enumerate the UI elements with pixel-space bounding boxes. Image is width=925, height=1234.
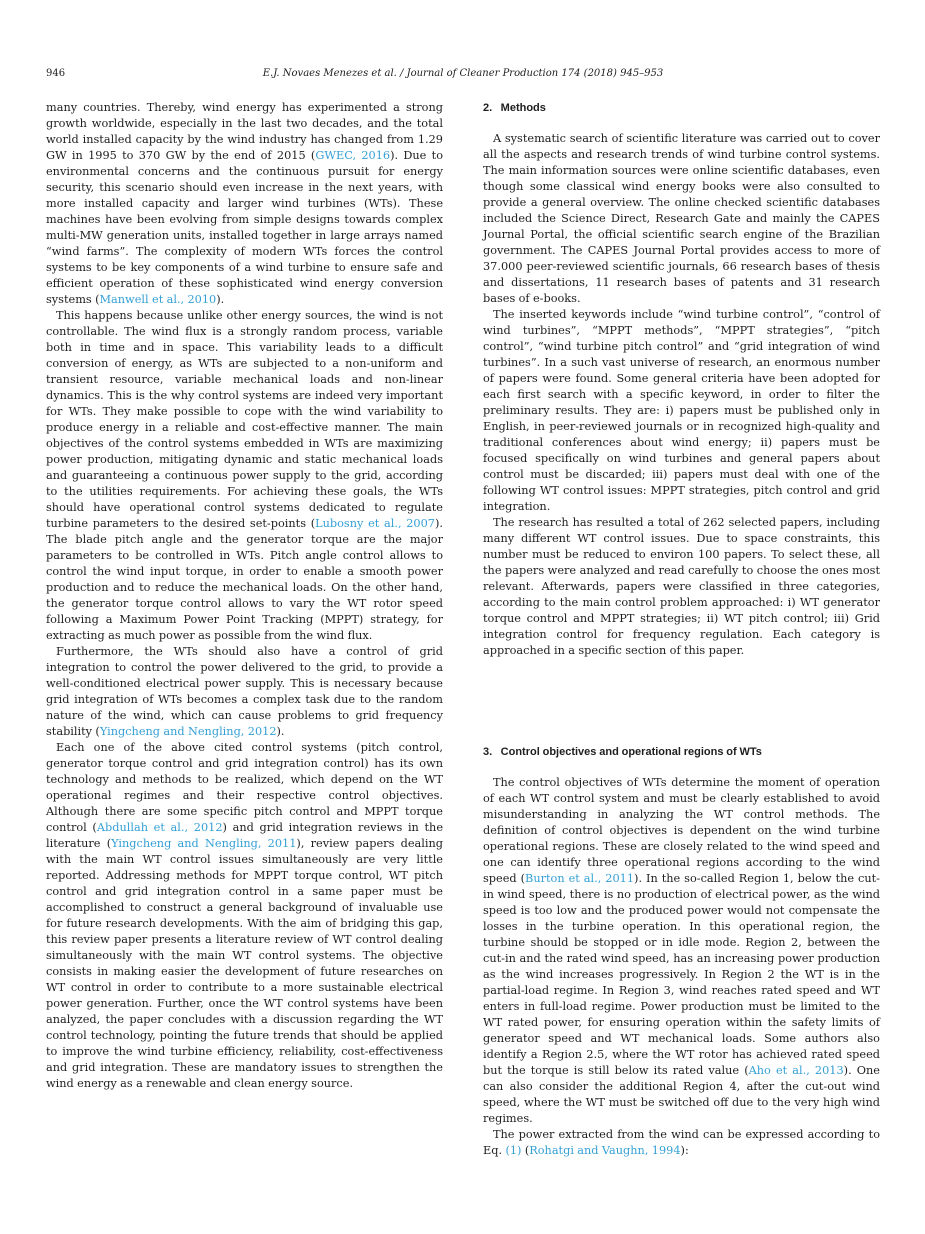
- citation-link[interactable]: Burton et al., 2011: [525, 872, 635, 885]
- citation-link[interactable]: Aho et al., 2013: [748, 1064, 844, 1077]
- citation-link[interactable]: Rohatgi and Vaughn, 1994: [529, 1144, 681, 1157]
- citation-link[interactable]: (1): [505, 1144, 522, 1157]
- section-methods: [483, 100, 880, 659]
- citation-link[interactable]: Abdullah et al., 2012: [96, 821, 223, 834]
- paragraph: The control objectives of WTs determine the moment of operation of each WT control system and must be clearly established to avoid misunderstanding in analyzing the WT control methods. The definition of control objectives is dependent on the wind turbine operational regions. These are closely related to the wind speed and one can identify three operational regions according to the wind speed (Burton et al., 2011). In the so-called Region 1, below the cut-in wind speed, there is no production of electrical power, as the wind speed is too low and the produced power would not compensate the losses in the turbine operation. In this operational region, the turbine should be stopped or in idle mode. Region 2, between the cut-in and the rated wind speed, has an increasing power production as the wind increases progressively. In Region 2 the WT is in the partial-load regime. In Region 3, wind reaches rated speed and WT enters in full-load regime. Power production must be limited to the WT rated power, for ensuring operation within the safety limits of generator speed and WT mechanical loads. Some authors also identify a Region 2.5, where the WT rotor has achieved rated speed but the torque is still below its rated value (Aho et al., 2013). One can also consider the additional Region 4, after the cut-out wind speed, where the WT must be switched off due to the very high wind regimes.: [483, 776, 880, 1125]
- running-head-title: E.J. Novaes Menezes et al. / Journal of Cleaner Production 174 (2018) 945–953: [262, 68, 664, 79]
- paragraph: The inserted keywords include “wind turbine control”, “control of wind turbines”, “MPPT methods”, “MPPT strategies”, “pitch control”, “wind turbine pitch control” and “grid integration of wind turbines”. In a such vast universe of research, an enormous number of papers were found. Some general criteria have been adopted for each first search with a specific keyword, in order to filter the preliminary results. They are: i) papers must be published only in English, in peer-reviewed journals or in recognized high-quality and traditional conferences about wind energy; ii) papers must be focused specifically on wind turbines and general papers about control must be discarded; iii) papers must deal with one of the following WT control issues: MPPT strategies, pitch control and grid integration.: [483, 308, 880, 513]
- section-control-objectives: [483, 744, 880, 1159]
- paragraph: This happens because unlike other energy sources, the wind is not controllable. The wind flux is a strongly random process, variable both in time and in space. This variability leads to a difficult conversion of energy, as WTs are subjected to a non-uniform and transient resource, variable mechanical loads and non-linear dynamics. This is the why control systems are indeed very important for WTs. They make possible to cope with the wind variability to produce energy in a reliable and cost-effective manner. The main objectives of the control systems embedded in WTs are maximizing power production, mitigating dynamic and static mechanical loads and guaranteeing a continuous power supply to the grid, according to the utilities requirements. For achieving these goals, the WTs should have operational control systems dedicated to regulate turbine parameters to the desired set-points (Lubosny et al., 2007). The blade pitch angle and the generator torque are the major parameters to be controlled in WTs. Pitch angle control allows to control the wind input torque, in order to enable a smooth power production and to reduce the mechanical loads. On the other hand, the generator torque control allows to vary the WT rotor speed following a Maximum Power Point Tracking (MPPT) strategy, for extracting as much power as possible from the wind flux.: [46, 309, 443, 642]
- paragraph: Each one of the above cited control systems (pitch control, generator torque control and grid integration control) has its own technology and methods to be realized, which depend on the WT operational regimes and their respective control objectives. Although there are some specific pitch control and MPPT torque control (Abdullah et al., 2012) and grid integration reviews in the literature (Yingcheng and Nengling, 2011), review papers dealing with the main WT control issues simultaneously are very little reported. Addressing methods for MPPT torque control, WT pitch control and grid integration control in a same paper must be accomplished to construct a general background of invaluable use for future research developments. With the aim of bridging this gap, this review paper presents a literature review of WT control dealing simultaneously with the main WT control systems. The objective consists in making easier the development of future researches on WT control in order to contribute to a more sustainable electrical power generation. Further, once the WT control systems have been analyzed, the paper concludes with a discussion regarding the WT control technology, pointing the future trends that should be applied to improve the wind turbine efficiency, reliability, cost-effectiveness and grid integration. These are mandatory issues to strengthen the wind energy as a renewable and clean energy source.: [46, 741, 444, 1090]
- citation-link[interactable]: Manwell et al., 2010: [99, 293, 217, 306]
- page-number: 946: [46, 68, 66, 79]
- citation-link[interactable]: GWEC, 2016: [315, 149, 391, 162]
- paragraph: The research has resulted a total of 262 selected papers, including many different WT control issues. Due to space constraints, this number must be reduced to environ 100 papers. To select these, all the papers were analyzed and read carefully to choose the ones most relevant. Afterwards, papers were classified in three categories, according to the main control problem approached: i) WT generator torque control and MPPT strategies; ii) WT pitch control; iii) Grid integration control for frequency regulation. Each category is approached in a specific section of this paper.: [483, 516, 880, 657]
- section-heading: 2. Methods: [483, 102, 546, 114]
- left-column: [46, 100, 443, 1092]
- paragraph: many countries. Thereby, wind energy has experimented a strong growth worldwide, especially in the last two decades, and the total world installed capacity by the wind industry has changed from 1.29 GW in 1995 to 370 GW by the end of 2015 (GWEC, 2016). Due to environmental concerns and the continuous pursuit for energy security, this scenario should even increase in the next years, with more installed capacity and larger wind turbines (WTs). These machines have been evolving from simple designs towards complex multi-MW generation units, installed together in large arrays named “wind farms”. The complexity of modern WTs forces the control systems to be key components of a wind turbine to ensure safe and efficient operation of these sophisticated wind energy conversion systems (Manwell et al., 2010).: [46, 101, 443, 306]
- paragraph: A systematic search of scientific literature was carried out to cover all the aspects and research trends of wind turbine control systems. The main information sources were online scientific databases, even though some classical wind energy books were also consulted to provide a general overview. The online checked scientific databases included the Science Direct, Research Gate and mainly the CAPES Journal Portal, the official scientific search engine of the Brazilian government. The CAPES Journal Portal provides access to more of 37.000 peer-reviewed scientific journals, 66 research bases of thesis and dissertations, 11 research bases of patents and 31 research bases of e-books.: [483, 132, 880, 305]
- citation-link[interactable]: Yingcheng and Nengling, 2012: [99, 725, 277, 738]
- section-heading: 3. Control objectives and operational regions of WTs: [483, 746, 762, 758]
- paragraph: Furthermore, the WTs should also have a control of grid integration to control the power delivered to the grid, to provide a well-conditioned electrical power supply. This is necessary because grid integration of WTs becomes a complex task due to the random nature of the wind, which can cause problems to grid frequency stability (Yingcheng and Nengling, 2012).: [46, 645, 443, 738]
- right-column: [483, 100, 880, 1157]
- citation-link[interactable]: Yingcheng and Nengling, 2011: [111, 837, 297, 850]
- citation-link[interactable]: Lubosny et al., 2007: [315, 517, 435, 530]
- paragraph: The power extracted from the wind can be expressed according to Eq. (1) (Rohatgi and Vaughn, 1994):: [483, 1128, 880, 1157]
- running-header: [46, 68, 880, 84]
